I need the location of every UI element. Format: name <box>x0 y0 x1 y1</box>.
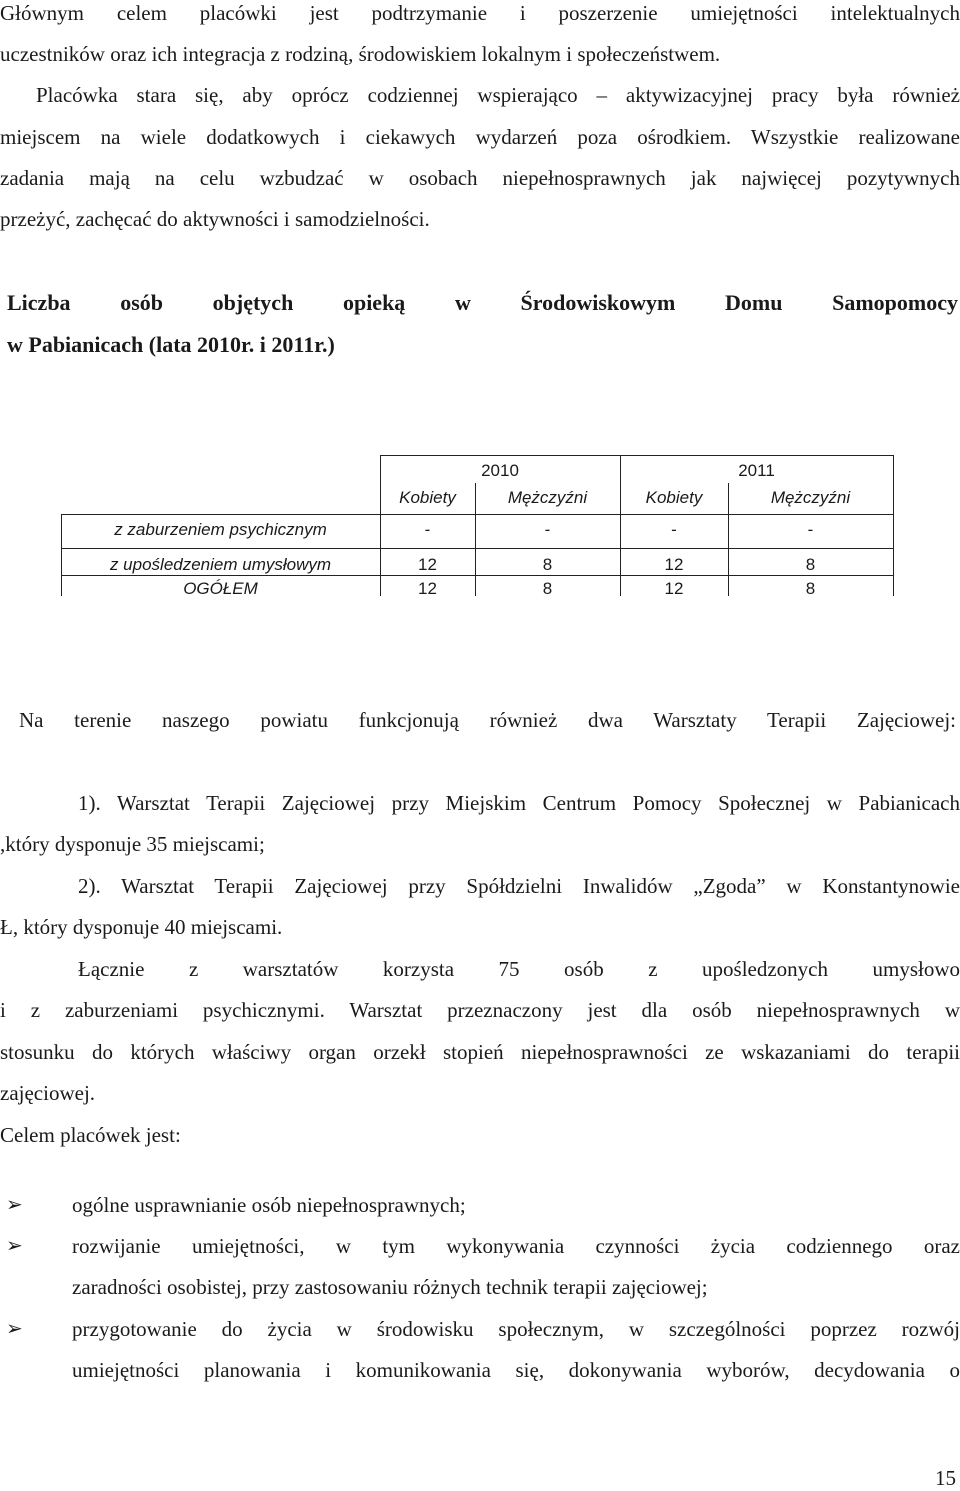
intro-line-2: uczestników oraz ich integracja z rodziną, środowiskiem lokalnym i społeczeństwem. <box>0 42 721 66</box>
subheader-mezczyzni-2011: Mężczyźni <box>770 488 851 507</box>
subheader-kobiety-2011: Kobiety <box>645 488 703 507</box>
table-row-label-total: OGÓŁEM <box>183 579 258 598</box>
workshop-1-line-2: ,który dysponuje 35 miejscami; <box>0 832 265 856</box>
table-cell: - <box>544 520 551 539</box>
year-header-2011: 2011 <box>738 461 775 480</box>
table-cell: 8 <box>542 555 553 574</box>
arrow-bullet-icon: ➢ <box>6 1235 23 1257</box>
list-item-continued: umiejętności planowania i komunikowania się, dokonywania wyborów, decydowania o <box>72 1358 960 1382</box>
workshop-2-line-2: Ł, który dysponuje 40 miejscami. <box>0 915 283 939</box>
section-heading-line-2: w Pabianicach (lata 2010r. i 2011r.) <box>7 332 335 357</box>
subheader-mezczyzni-2010: Mężczyźni <box>507 488 588 507</box>
summary-line-3: stosunku do których właściwy organ orzekł stopień niepełnosprawności ze wskazaniami do terapii <box>0 1040 960 1064</box>
list-item: ogólne usprawnianie osób niepełnosprawnych; <box>72 1193 466 1217</box>
intro-line-4: miejscem na wiele dodatkowych i ciekawych wydarzeń poza ośrodkiem. Wszystkie realizowane <box>0 125 960 149</box>
page-number: 15 <box>935 1466 956 1490</box>
list-item: rozwijanie umiejętności, w tym wykonywania czynności życia codziennego oraz <box>72 1234 960 1258</box>
goals-intro: Celem placówek jest: <box>0 1123 181 1147</box>
table-cell: 8 <box>805 579 816 598</box>
arrow-bullet-icon: ➢ <box>6 1194 23 1216</box>
intro-line-1: Głównym celem placówki jest podtrzymanie i poszerzenie umiejętności intelektualnych <box>0 1 960 25</box>
intro-line-6: przeżyć, zachęcać do aktywności i samodzielności. <box>0 207 430 231</box>
table-cell: 8 <box>542 579 553 598</box>
subheader-kobiety-2010: Kobiety <box>399 488 456 507</box>
table-row-label: z upośledzeniem umysłowym <box>109 555 332 574</box>
list-item-continued: zaradności osobistej, przy zastosowaniu różnych technik terapii zajęciowej; <box>72 1275 708 1299</box>
summary-line-2: i z zaburzeniami psychicznymi. Warsztat przeznaczony jest dla osób niepełnosprawnych w <box>0 998 960 1022</box>
table-cell: 8 <box>805 555 816 574</box>
intro-line-5: zadania mają na celu wzbudzać w osobach niepełnosprawnych jak najwięcej pozytywnych <box>0 166 960 190</box>
workshop-2-line-1: 2). Warsztat Terapii Zajęciowej przy Spółdzielni Inwalidów „Zgoda” w Konstantynowie <box>78 874 960 898</box>
summary-line-1: Łącznie z warsztatów korzysta 75 osób z upośledzonych umysłowo <box>78 957 960 981</box>
table-cell: - <box>424 520 431 539</box>
workshop-1-line-1: 1). Warsztat Terapii Zajęciowej przy Miejskim Centrum Pomocy Społecznej w Pabianicach <box>78 791 960 815</box>
year-header-2010: 2010 <box>481 461 519 480</box>
section-heading-line-1: Liczba osób objętych opieką w Środowiskowym Domu Samopomocy <box>7 290 958 315</box>
table-cell: 12 <box>664 579 684 598</box>
body-paragraph-1: Na terenie naszego powiatu funkcjonują również dwa Warsztaty Terapii Zajęciowej: <box>19 708 956 732</box>
list-item: przygotowanie do życia w środowisku społecznym, w szczególności poprzez rozwój <box>72 1317 960 1341</box>
table-cell: 12 <box>664 555 684 574</box>
table-cell: 12 <box>418 555 437 574</box>
arrow-bullet-icon: ➢ <box>6 1318 23 1340</box>
summary-line-4: zajęciowej. <box>0 1081 96 1105</box>
table-cell: - <box>807 520 814 539</box>
table-cell: - <box>671 520 677 539</box>
table-cell: 12 <box>418 579 437 598</box>
intro-line-3: Placówka stara się, aby oprócz codziennej wspierająco – aktywizacyjnej pracy była również <box>36 83 960 107</box>
table-row-label: z zaburzeniem psychicznym <box>114 520 327 539</box>
